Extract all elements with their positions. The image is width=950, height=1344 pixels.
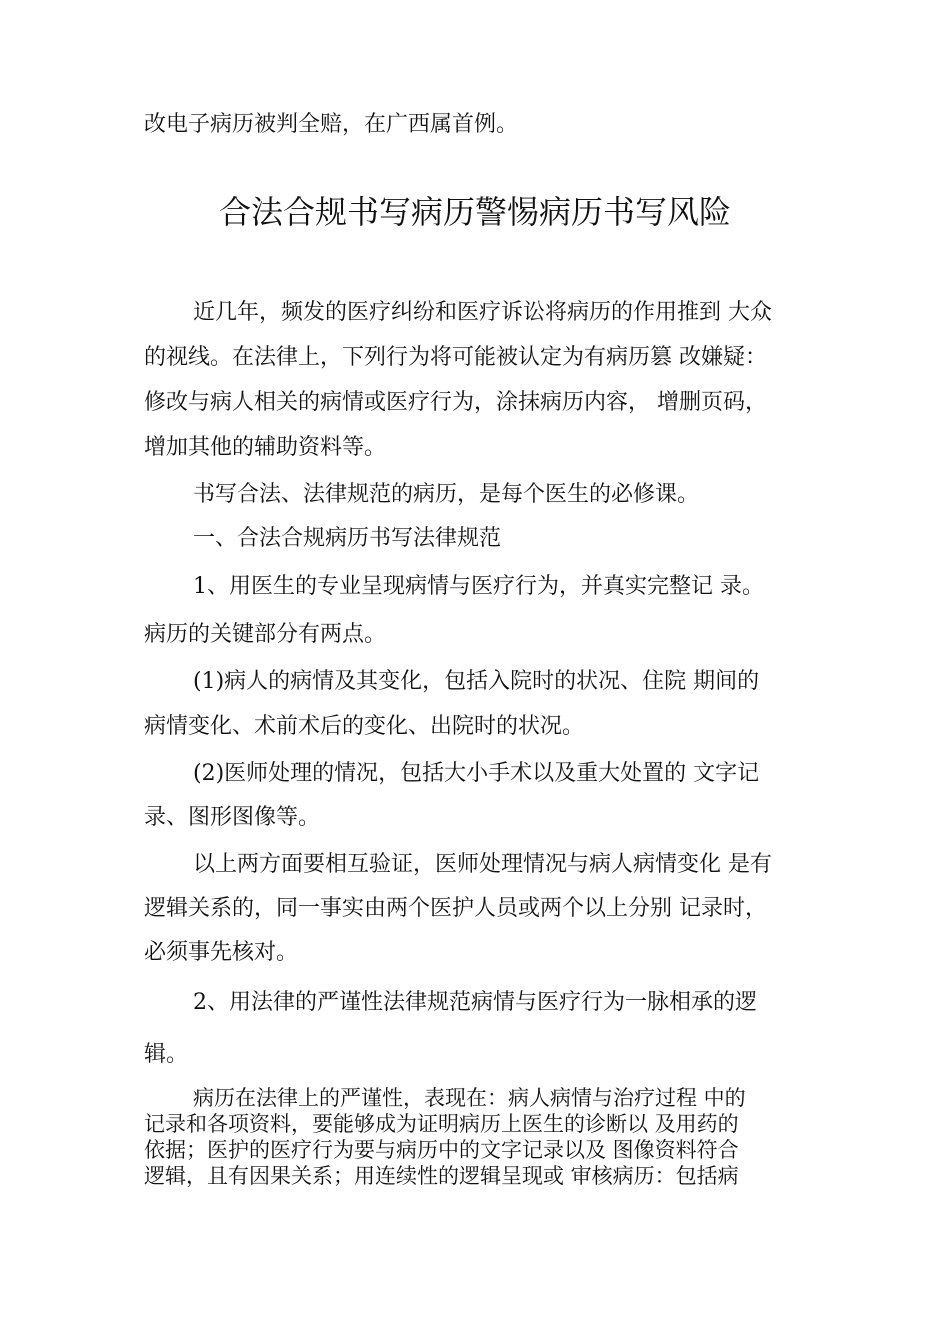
paragraph-9-line-1: 病历在法律上的严谨性，表现在：病人病情与治疗过程 中的 [193,1086,746,1110]
paragraph-7-line-2: 逻辑关系的，同一事实由两个医护人员或两个以上分别 记录时， [144,896,767,921]
paragraph-7-line-1: 以上两方面要相互验证，医师处理情况与病人病情变化 是有 [193,852,772,877]
paragraph-8-line-1: 2、用法律的严谨性法律规范病情与医疗行为一脉相承的逻 [193,990,757,1015]
paragraph-1-line-2: 的视线。在法律上，下列行为将可能被认定为有病历篡 改嫌疑： [144,345,767,370]
paragraph-9-line-4: 逻辑，且有因果关系；用连续性的逻辑呈现或 审核病历：包括病 [144,1164,739,1188]
paragraph-9-line-3: 依据；医护的医疗行为要与病历中的文字记录以及 图像资料符合 [144,1138,739,1162]
paragraph-7-line-3: 必须事先核对。 [144,940,299,965]
paragraph-6-line-1: (2)医师处理的情况，包括大小手术以及重大处置的 文字记 [193,761,760,786]
paragraph-1-line-3: 修改与病人相关的病情或医疗行为，涂抹病历内容， 增删页码， [144,390,767,415]
page-title: 合法合规书写病历警惕病历书写风险 [218,193,731,231]
paragraph-1-line-1: 近几年，频发的医疗纠纷和医疗诉讼将病历的作用推到 大众 [193,300,772,325]
paragraph-5-line-1: (1)病人的病情及其变化，包括入院时的状况、住院 期间的 [193,669,760,694]
paragraph-1-line-4: 增加其他的辅助资料等。 [144,435,387,460]
paragraph-8-line-2: 辑。 [144,1042,189,1067]
paragraph-6-line-2: 录、图形图像等。 [144,805,321,830]
paragraph-9-line-2: 记录和各项资料，要能够成为证明病历上医生的诊断以 及用药的 [144,1112,739,1136]
paragraph-4: 病历的关键部分有两点。 [144,622,387,647]
paragraph-2: 书写合法、法律规范的病历，是每个医生的必修课。 [193,482,700,507]
section-heading-1: 一、合法合规病历书写法律规范 [193,526,502,551]
intro-tail-line: 改电子病历被判全赔，在广西属首例。 [144,112,519,137]
paragraph-5-line-2: 病情变化、术前术后的变化、出院时的状况。 [144,714,585,739]
paragraph-3: 1、用医生的专业呈现病情与医疗行为，并真实完整记 录。 [193,574,764,599]
